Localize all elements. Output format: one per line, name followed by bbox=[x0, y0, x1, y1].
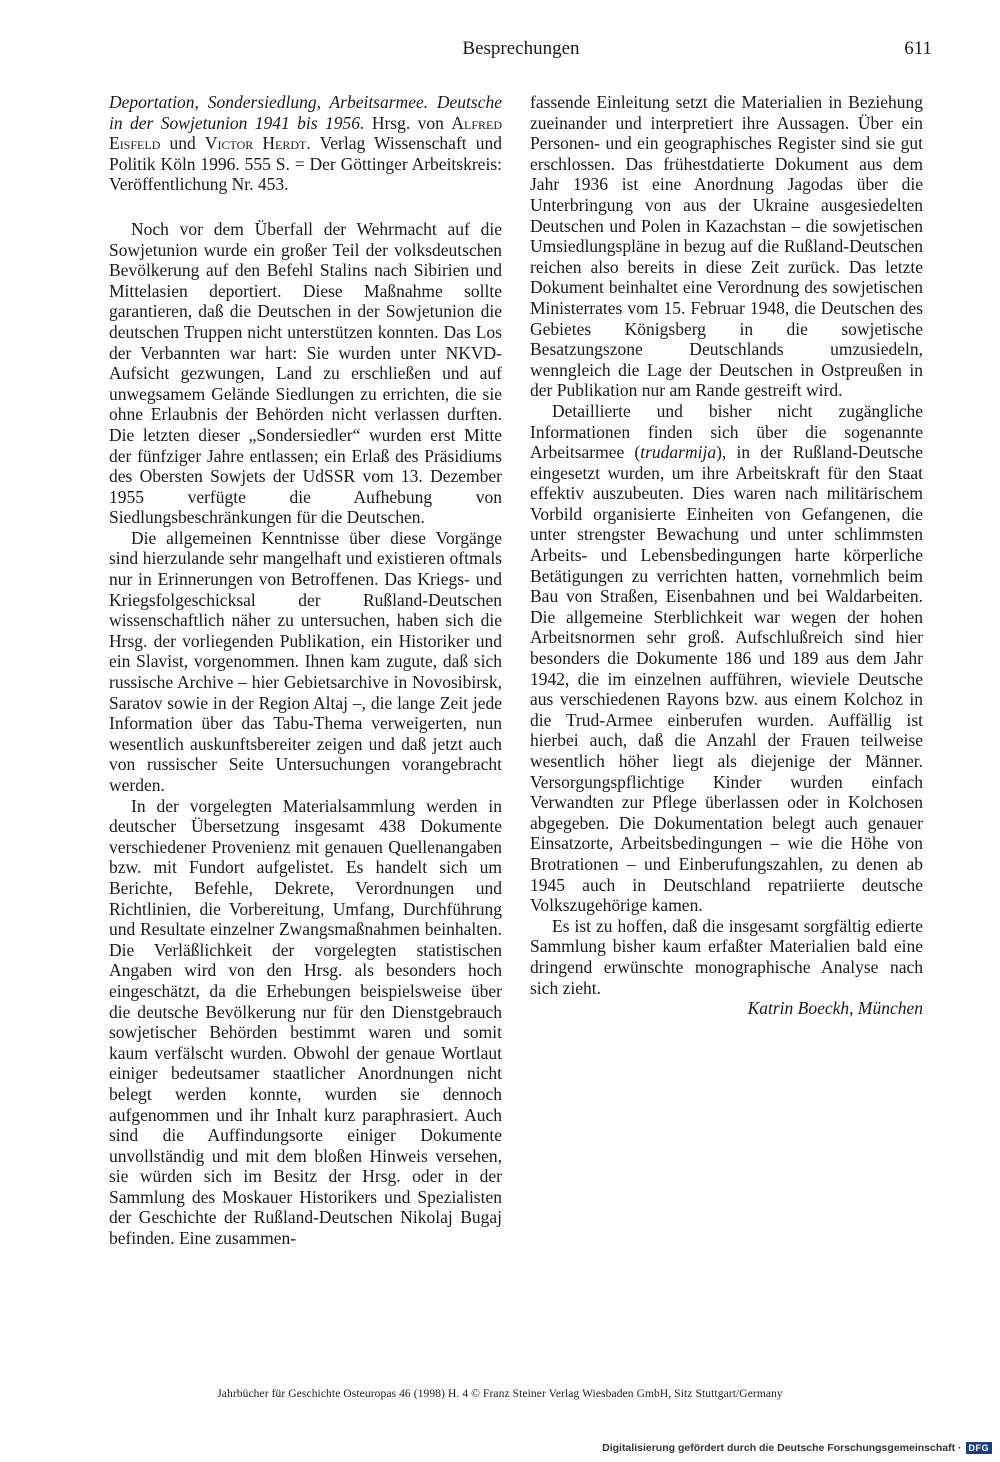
body-paragraph: Die allgemeinen Kenntnisse über diese Vorgänge sind hierzulande sehr mangelhaft und existieren oftmals nur in Erinnerungen von Betroffenen. Das Kriegs- und Kriegsfolgeschicksal der Rußland-Deutschen wissenschaftlich näher zu untersuchen, haben sich die Hrsg. der vorliegenden Publikation, ein Historiker und ein Slavist, vorgenommen. Ihnen kam zugute, daß sich russische Archive – hier Gebietsarchive in Novosibirsk, Saratov sowie in der Region Altaj –, die lange Zeit jede Information über das Tabu-Thema verweigerten, nun wesentlich auskunftsbereiter zeigen und daß jetzt auch von russischer Seite Untersuchungen vorangebracht werden. bbox=[109, 527, 502, 795]
book-title: Deportation, Sondersiedlung, Arbeitsarmee. Deutsche in der Sowjetunion 1941 bis 1956. bbox=[109, 92, 502, 133]
reviewer-signature: Katrin Boeckh, München bbox=[747, 998, 923, 1019]
digitization-credit bbox=[602, 1442, 992, 1454]
editor-name: Alfred Eisfeld bbox=[109, 112, 503, 154]
editors-prefix: Hrsg. von bbox=[371, 112, 444, 133]
left-column bbox=[109, 92, 502, 1249]
body-paragraph: fassende Einleitung setzt die Materialien in Beziehung zueinander und interpretiert ihre Aussagen. Über ein Personen- und ein geographisches Register sind sie gut erschlossen. Das frühestdatierte Dokument aus dem Jahr 1936 ist eine Anordnung Jagodas über die Unterbringung von aus der Ukraine ausgesiedelten Deutschen und Polen in Kazachstan – die sowjetischen Umsiedlungspläne in bezug auf die Rußland-Deutschen reichen also bereits in diese Zeit zurück. Das letzte Dokument beinhaltet eine Verordnung des sowjetischen Ministerrates vom 15. Februar 1948, die Deutschen des Gebietes Königsberg in die sowjetische Besatzungszone Deutschlands umzusiedeln, wenngleich die Lage der Deutschen in Ostpreußen in der Publikation nur am Rande gestreift wird. bbox=[530, 92, 923, 401]
credit-text: Digitalisierung gefördert durch die Deutsche Forschungsgemeinschaft · bbox=[602, 1442, 962, 1454]
running-head bbox=[110, 38, 932, 66]
page-footer: Jahrbücher für Geschichte Osteuropas 46 (1998) H. 4 © Franz Steiner Verlag Wiesbaden GmbH, Sitz Stuttgart/Germany bbox=[217, 1388, 783, 1400]
italic-term: trudarmija bbox=[640, 442, 717, 463]
page-number: 611 bbox=[904, 38, 932, 59]
editor-name: Victor Herdt bbox=[204, 133, 307, 154]
running-head-title: Besprechungen bbox=[462, 38, 580, 59]
editors-and: und bbox=[169, 133, 196, 154]
paragraph-text: ), in der Rußland-Deutsche eingesetzt wurden, um ihre Arbeitskraft für den Staat effektiv auszubeuten. Dies waren nach militärischem Vorbild organisierte Einheiten von Gefangenen, die unter strengster Bewachung und unter schlimmsten Arbeits- und Lebensbedingungen harte körperliche Betätigungen zu verrichten hatten, vornehmlich beim Bau von Straßen, Eisenbahnen und bei Waldarbeiten. Die allgemeine Sterblichkeit war wegen der hohen Arbeitsnormen sehr groß. Aufschlußreich sind hier besonders die Dokumente 186 und 189 aus dem Jahr 1942, die im einzelnen aufführen, wieviele Deutsche aus verschiedenen Rayons bzw. aus einem Kolchoz in die Trud-Armee einberufen wurden. Auffällig ist hierbei auch, daß die Anzahl der Frauen teilweise wesentlich höher liegt als diejenige der Männer. Versorgungspflichtige Kinder wurden einfach Verwandten zur Pflege überlassen oder in Kolchosen abgegeben. Die Dokumentation belegt auch genauer Einsatzorte, Arbeitsbedingungen – wie die Höhe von Brotrationen – und Einberufungszahlen, zu denen ab 1945 auch in Deutschland repatriierte deutsche Volkszugehörige kamen. bbox=[530, 442, 923, 916]
body-paragraph: In der vorgelegten Materialsammlung werden in deutscher Übersetzung insgesamt 438 Dokumente verschiedener Provenienz mit genauen Quellenangaben bzw. mit Fundort aufgelistet. Es handelt sich um Berichte, Befehle, Dekrete, Verordnungen und Richtlinien, die Vorbereitung, Umfang, Durchführung und Resultate einzelner Zwangsmaßnahmen beinhalten. Die Verläßlichkeit der vorgelegten statistischen Angaben wird von den Hrsg. als besonders hoch eingeschätzt, da die Erhebungen beispielsweise über die deutsche Bevölkerung nur für den Dienstgebrauch sowjetischer Behörden bestimmt waren und somit kaum verfälscht wurden. Obwohl der genaue Wortlaut einiger bedeutsamer staatlicher Anordnungen nicht belegt werden konnte, wurden sie dennoch aufgenommen und ihr Inhalt kurz paraphrasiert. Auch sind die Auffindungsorte einiger Dokumente unvollständig und mit dem bloßen Hinweis versehen, sie würden sich im Besitz der Hrsg. oder in der Sammlung des Moskauer Historikers und Spezialisten der Geschichte der Rußland-Deutschen Nikolaj Bugaj befinden. Eine zusammen- bbox=[109, 795, 502, 1249]
body-paragraph bbox=[530, 401, 923, 916]
bibliographic-entry bbox=[109, 92, 502, 195]
paragraph-text: Detaillierte und bisher nicht zugängliche Informationen finden sich über die sogenannte Arbeitsarmee ( bbox=[530, 400, 923, 463]
body-paragraph: Noch vor dem Überfall der Wehrmacht auf die Sowjetunion wurde ein großer Teil der volksdeutschen Bevölkerung auf den Befehl Stalins nach Sibirien und Mittelasien deportiert. Diese Maßnahme sollte garantieren, daß die Deutschen in der Sowjetunion die deutschen Truppen nicht unterstützen konnten. Das Los der Verbannten war hart: Sie wurden unter NKVD-Aufsicht gezwungen, Land zu erschließen und auf unwegsamem Gelände Siedlungen zu errichten, die sie ohne Erlaubnis der Behörden nicht verlassen durften. Die letzten dieser „Sondersiedler“ wurden erst Mitte der fünfziger Jahre entlassen; ein Erlaß des Präsidiums des Obersten Sowjets der UdSSR vom 13. Dezember 1955 verfügte die Aufhebung von Siedlungsbeschränkungen für die Deutschen. bbox=[109, 218, 502, 528]
right-column bbox=[530, 92, 923, 1019]
dfg-logo: DFG bbox=[966, 1442, 993, 1454]
body-paragraph: Es ist zu hoffen, daß die insgesamt sorgfältig edierte Sammlung bisher kaum erfaßter Materialien bald eine dringend erwünschte monographische Analyse nach sich zieht. bbox=[530, 915, 923, 998]
publication-details: . Verlag Wissenschaft und Politik Köln 1996. 555 S. = Der Göttinger Arbeitskreis: Veröffentlichung Nr. 453. bbox=[109, 133, 503, 195]
